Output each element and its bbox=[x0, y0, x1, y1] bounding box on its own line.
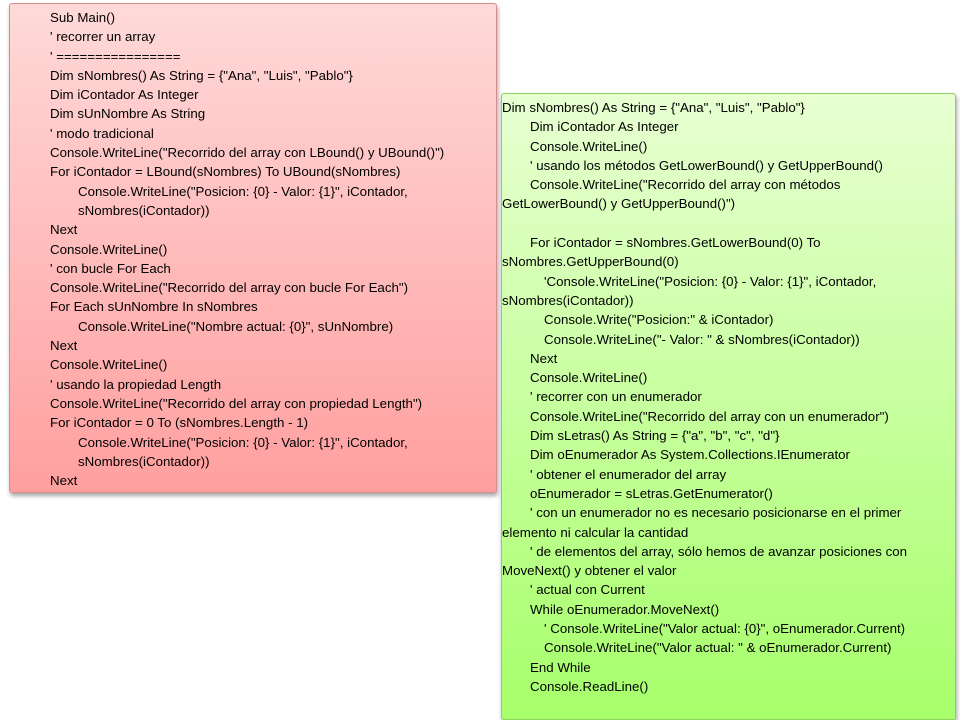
code-line: Console.WriteLine() bbox=[50, 357, 168, 373]
code-line: For Each sUnNombre In sNombres bbox=[50, 299, 258, 315]
code-line: Next bbox=[50, 338, 78, 354]
code-line: Next bbox=[530, 350, 558, 366]
code-line: ' usando la propiedad Length bbox=[50, 376, 222, 392]
code-line: Console.WriteLine("Nombre actual: {0}", sUnNombre) bbox=[78, 318, 394, 334]
code-line: For iContador = LBound(sNombres) To UBound(sNombres) bbox=[50, 164, 401, 180]
code-line: Console.WriteLine("Recorrido del array con bucle For Each") bbox=[50, 280, 409, 296]
code-line: Dim sNombres() As String = {"Ana", "Luis", "Pablo"} bbox=[502, 100, 805, 115]
code-line: Console.WriteLine() bbox=[530, 138, 648, 154]
code-line: Console.WriteLine("Posicion: {0} - Valor: {1}", iContador, bbox=[78, 183, 408, 199]
code-line: Console.WriteLine("Recorrido del array con un enumerador") bbox=[530, 408, 889, 424]
code-line: Console.WriteLine() bbox=[530, 370, 648, 386]
code-line: Console.WriteLine("Valor actual: " & oEnumerador.Current) bbox=[544, 640, 892, 656]
code-line bbox=[502, 214, 949, 233]
code-line: ' usando los métodos GetLowerBound() y GetUpperBound() bbox=[530, 157, 883, 173]
code-line: Dim iContador As Integer bbox=[50, 87, 199, 103]
code-line: Console.WriteLine("- Valor: " & sNombres(iContador)) bbox=[544, 331, 860, 347]
code-line: End While bbox=[530, 659, 591, 675]
code-line: Console.WriteLine("Recorrido del array con métodos GetLowerBound() y GetUpperBound()") bbox=[502, 177, 845, 212]
code-line: ' obtener el enumerador del array bbox=[530, 466, 727, 482]
code-line: ' recorrer con un enumerador bbox=[530, 389, 702, 405]
code-line: Next bbox=[50, 222, 78, 238]
code-line: sNombres(iContador)) bbox=[78, 202, 210, 218]
code-line: ' con un enumerador no es necesario posicionarse en el primer elemento ni calcular la cantidad bbox=[502, 505, 906, 540]
code-line: Console.WriteLine("Posicion: {0} - Valor: {1}", iContador, bbox=[78, 434, 408, 450]
code-line: Console.ReadLine() bbox=[530, 678, 649, 694]
code-line: ' Console.WriteLine("Valor actual: {0}", oEnumerador.Current) bbox=[544, 621, 906, 637]
code-line: Console.Write("Posicion:" & iContador) bbox=[544, 312, 774, 328]
code-line: Dim sNombres() As String = {"Ana", "Luis", "Pablo"} bbox=[50, 67, 353, 83]
code-line: While oEnumerador.MoveNext() bbox=[530, 601, 720, 617]
code-line: Dim sLetras() As String = {"a", "b", "c", "d"} bbox=[530, 428, 780, 444]
code-line: Dim iContador As Integer bbox=[530, 119, 679, 135]
code-line: For iContador = sNombres.GetLowerBound(0) To sNombres.GetUpperBound(0) bbox=[502, 235, 825, 270]
code-line: ' actual con Current bbox=[530, 582, 645, 598]
code-line: ' recorrer un array bbox=[50, 29, 156, 45]
code-line: Dim oEnumerador As System.Collections.IEnumerator bbox=[530, 447, 850, 463]
code-line: oEnumerador = sLetras.GetEnumerator() bbox=[530, 485, 773, 501]
code-line: ' de elementos del array, sólo hemos de avanzar posiciones con MoveNext() y obtener el valor bbox=[502, 543, 911, 579]
code-line: Sub Main() bbox=[50, 10, 116, 25]
code-box-right bbox=[501, 93, 956, 720]
code-line: Console.WriteLine("Recorrido del array con LBound() y UBound()") bbox=[50, 145, 445, 161]
code-box-left bbox=[9, 3, 497, 493]
code-line: Dim sUnNombre As String bbox=[50, 106, 206, 122]
code-line: ' modo tradicional bbox=[50, 125, 154, 141]
code-line: ' ================ bbox=[50, 48, 181, 64]
code-line: 'Console.WriteLine("Posicion: {0} - Valor: {1}", iContador, sNombres(iContador)) bbox=[502, 273, 880, 308]
code-line: Next bbox=[50, 473, 78, 489]
code-line: ' con bucle For Each bbox=[50, 260, 171, 276]
code-line: Console.WriteLine("Recorrido del array con propiedad Length") bbox=[50, 395, 423, 411]
code-line: sNombres(iContador)) bbox=[78, 453, 210, 469]
code-line: Console.WriteLine() bbox=[50, 241, 168, 257]
code-line: For iContador = 0 To (sNombres.Length - 1) bbox=[50, 415, 309, 431]
